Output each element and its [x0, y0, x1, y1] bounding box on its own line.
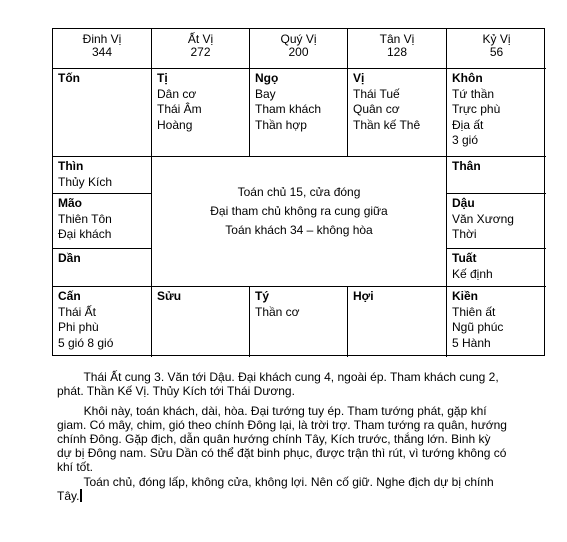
palace-line: 5 Hành	[452, 335, 491, 350]
header-name: Kỷ Vị	[482, 32, 511, 46]
palace-line: Thái Âm	[157, 102, 202, 116]
palace-name: Hợi	[353, 289, 374, 303]
palace-name: Kiền	[452, 289, 479, 303]
header-name: Quý Vị	[280, 32, 317, 46]
palace-line: Tham khách	[255, 102, 322, 116]
center-line: Toán khách 34 – không hòa	[225, 223, 373, 237]
palace-name: Vị	[353, 71, 365, 85]
paragraph-line: giam. Có mây, chim, gió theo chính Đông lại, là trời trợ. Tham tướng ra quân, hướng	[57, 418, 507, 432]
palace-name: Thìn	[58, 159, 84, 173]
paragraph-line: dự bị Đông nam. Sửu Dần có thể đặt binh phục, được trận thì rút, vì tướng không có	[57, 446, 507, 460]
paragraph	[57, 404, 543, 474]
center-line: Toán chủ 15, cửa đóng	[237, 185, 361, 199]
paragraph-line: phát. Thần Kế Vị. Thủy Kích tới Thái Dương.	[57, 384, 295, 398]
palace-line: Thủy Kích	[58, 174, 113, 189]
palace-cell	[53, 157, 152, 194]
palace-name: Khôn	[452, 71, 483, 85]
paragraph-line: Khôi này, toán khách, dài, hòa. Đại tướng tuy ép. Tham tướng phát, gặp khí	[57, 404, 487, 418]
header-cell	[348, 29, 447, 69]
palace-name: Tị	[157, 71, 168, 85]
palace-line: Phi phù	[58, 320, 99, 334]
palace-cell	[250, 69, 348, 157]
palace-cell	[152, 287, 250, 357]
palace-cell	[53, 287, 152, 357]
header-cell	[53, 29, 152, 69]
palace-line: Tứ thần	[452, 86, 495, 101]
palace-name: Thân	[452, 159, 481, 173]
palace-line: Thiên ất	[452, 304, 496, 319]
header-name: Ất Vị	[187, 32, 214, 46]
palace-line: Thần hợp	[255, 117, 307, 132]
palace-cell	[152, 69, 250, 157]
palace-cell	[447, 287, 546, 357]
paragraph-line: Thái Ất cung 3. Văn tới Dậu. Đại khách cung 4, ngoài ép. Tham khách cung 2,	[57, 370, 499, 384]
palace-cell	[447, 249, 546, 287]
palace-line: Hoàng	[157, 117, 193, 132]
palace-name: Mão	[58, 196, 82, 210]
palace-line: Bay	[255, 86, 276, 101]
palace-line: Thiên Tôn	[58, 211, 112, 226]
palace-cell	[53, 194, 152, 249]
palace-name: Tốn	[58, 71, 80, 85]
palace-cell	[250, 287, 348, 357]
palace-line: Thần cơ	[255, 304, 300, 319]
header-value: 344	[91, 45, 113, 59]
paragraph-line: Tây.	[57, 489, 80, 503]
palace-line: Địa ất	[452, 117, 484, 132]
text-cursor	[80, 489, 82, 502]
palace-name: Dần	[58, 251, 81, 265]
center-line: Đại tham chủ không ra cung giữa	[210, 204, 388, 218]
palace-name: Tý	[255, 289, 270, 303]
paragraph-line: Toán chủ, đóng lấp, không cửa, không lợi. Nên cố giữ. Nghe địch dự bị chính	[57, 475, 494, 489]
header-cell	[447, 29, 546, 69]
palace-cell	[447, 157, 546, 194]
palace-line: Quân cơ	[353, 102, 400, 116]
paragraph-line: khí tốt.	[57, 460, 94, 474]
palace-name: Sửu	[157, 289, 182, 303]
palace-name: Dậu	[452, 196, 475, 210]
header-name: Đinh Vị	[82, 32, 122, 46]
palace-line: Ngũ phúc	[452, 320, 504, 334]
palace-line: Đại khách	[58, 227, 112, 241]
paragraph	[57, 370, 543, 398]
palace-cell	[447, 69, 546, 157]
palace-line: Thái Tuế	[353, 86, 400, 101]
palace-line: 3 gió	[452, 133, 479, 147]
palace-name: Tuất	[452, 251, 477, 265]
center-cell	[152, 157, 447, 287]
header-value: 56	[489, 45, 504, 59]
palace-line: 5 gió 8 gió	[58, 335, 114, 350]
palace-cell	[53, 69, 152, 157]
palace-name: Ngọ	[255, 71, 279, 85]
palace-line: Kế định	[452, 266, 493, 281]
palace-line: Văn Xương	[452, 211, 514, 226]
palace-line: Thời	[452, 227, 477, 241]
header-cell	[250, 29, 348, 69]
palace-name: Cấn	[58, 289, 81, 303]
header-cell	[152, 29, 250, 69]
header-value: 128	[386, 45, 408, 59]
header-value: 200	[288, 45, 309, 59]
taiat-grid-table	[52, 28, 545, 356]
header-value: 272	[190, 45, 211, 59]
paragraph-line: chính Đông. Gặp địch, dẫn quân hướng chính Tây, Kích trước, thắng lớn. Binh kỳ	[57, 432, 491, 446]
palace-cell	[53, 249, 152, 287]
palace-cell	[348, 69, 447, 157]
palace-line: Dân cơ	[157, 86, 197, 101]
palace-line: Trực phù	[452, 102, 501, 116]
header-name: Tân Vị	[379, 32, 415, 46]
palace-line: Thái Ất	[58, 304, 97, 319]
palace-line: Thần kế Thê	[353, 117, 421, 132]
palace-cell	[348, 287, 447, 357]
palace-cell	[447, 194, 546, 249]
paragraph	[57, 475, 543, 503]
